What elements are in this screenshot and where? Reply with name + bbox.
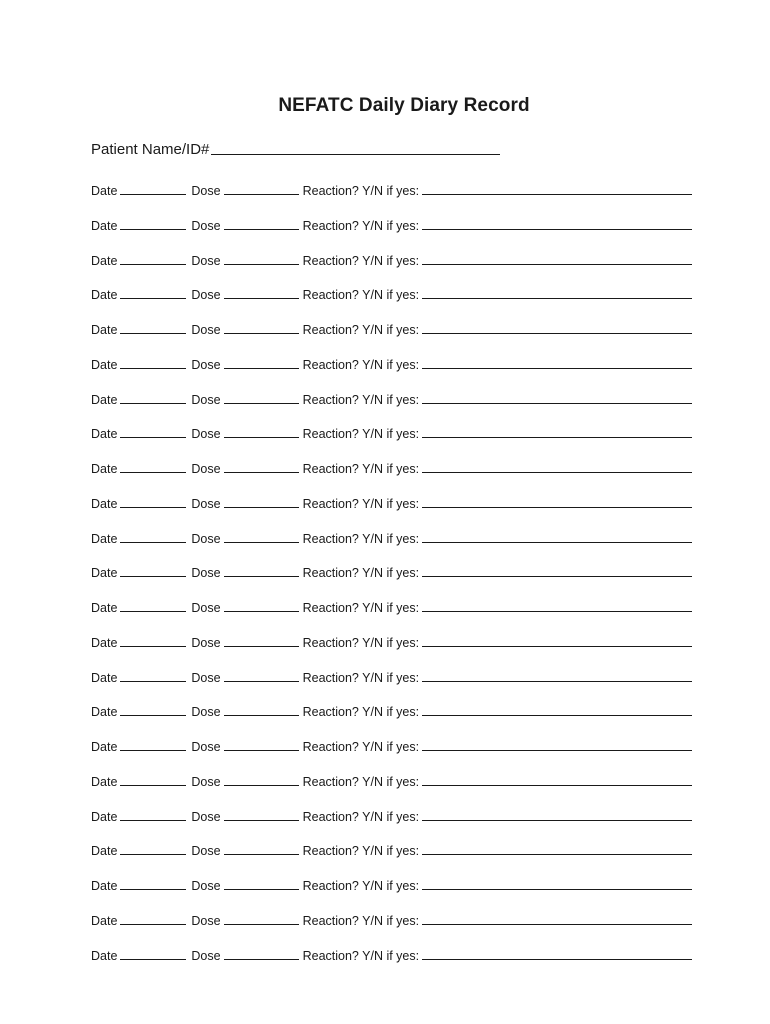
date-field[interactable] [120,958,186,960]
dose-label: Dose [191,566,221,581]
reaction-label: Reaction? Y/N if yes: [302,913,420,928]
reaction-details-field[interactable] [422,819,692,821]
diary-entry-row [91,630,721,650]
date-field[interactable] [120,402,186,404]
date-label: Date [91,253,118,268]
dose-label: Dose [191,462,221,476]
dose-field[interactable] [224,749,299,751]
dose-label: Dose [191,913,221,928]
reaction-details-field[interactable] [422,506,692,508]
date-field[interactable] [120,819,186,821]
date-field[interactable] [120,541,186,543]
date-label: Date [91,670,118,685]
diary-entry-row [91,317,721,337]
dose-field[interactable] [224,853,299,855]
dose-label: Dose [191,496,221,511]
page-title: NEFATC Daily Diary Record [278,95,530,116]
reaction-details-field[interactable] [422,367,692,369]
reaction-details-field[interactable] [422,575,692,577]
dose-field[interactable] [224,367,299,369]
date-field[interactable] [120,784,186,786]
date-field[interactable] [120,193,186,195]
diary-entry-row [91,282,721,302]
dose-label: Dose [191,323,221,337]
diary-entry-row [91,213,721,233]
reaction-label: Reaction? Y/N if yes: [302,323,420,337]
dose-label: Dose [191,288,221,303]
date-label: Date [91,323,118,337]
reaction-label: Reaction? Y/N if yes: [302,566,420,581]
reaction-label: Reaction? Y/N if yes: [302,496,420,511]
date-label: Date [91,601,118,615]
reaction-label: Reaction? Y/N if yes: [302,705,420,720]
dose-field[interactable] [224,541,299,543]
dose-label: Dose [191,392,221,407]
diary-entry-row [91,699,721,719]
reaction-label: Reaction? Y/N if yes: [302,288,420,303]
reaction-details-field[interactable] [422,471,692,473]
reaction-label: Reaction? Y/N if yes: [302,184,420,198]
dose-label: Dose [191,705,221,720]
reaction-details-field[interactable] [422,888,692,890]
reaction-details-field[interactable] [422,228,692,230]
diary-entry-row [91,734,721,754]
dose-label: Dose [191,218,221,233]
dose-label: Dose [191,357,221,372]
diary-entry-row [91,665,721,685]
dose-field[interactable] [224,228,299,230]
dose-field[interactable] [224,958,299,960]
reaction-label: Reaction? Y/N if yes: [302,601,420,615]
reaction-label: Reaction? Y/N if yes: [302,809,420,824]
dose-label: Dose [191,601,221,615]
date-field[interactable] [120,367,186,369]
dose-field[interactable] [224,297,299,299]
dose-field[interactable] [224,610,299,612]
dose-field[interactable] [224,402,299,404]
reaction-details-field[interactable] [422,784,692,786]
date-field[interactable] [120,297,186,299]
date-field[interactable] [120,263,186,265]
reaction-details-field[interactable] [422,923,692,925]
date-label: Date [91,705,118,720]
dose-field[interactable] [224,645,299,647]
reaction-details-field[interactable] [422,193,692,195]
date-label: Date [91,844,118,859]
date-label: Date [91,531,118,546]
dose-label: Dose [191,774,221,789]
date-field[interactable] [120,575,186,577]
dose-field[interactable] [224,888,299,890]
dose-label: Dose [191,253,221,268]
date-label: Date [91,948,118,963]
diary-entry-row [91,248,721,268]
dose-field[interactable] [224,193,299,195]
date-label: Date [91,357,118,372]
reaction-details-field[interactable] [422,610,692,612]
diary-entry-row [91,560,721,580]
date-field[interactable] [120,888,186,890]
dose-label: Dose [191,740,221,754]
reaction-label: Reaction? Y/N if yes: [302,774,420,789]
date-field[interactable] [120,645,186,647]
reaction-details-field[interactable] [422,958,692,960]
dose-field[interactable] [224,263,299,265]
reaction-details-field[interactable] [422,853,692,855]
diary-entry-row [91,838,721,858]
date-label: Date [91,774,118,789]
date-label: Date [91,496,118,511]
dose-field[interactable] [224,436,299,438]
reaction-label: Reaction? Y/N if yes: [302,948,420,963]
reaction-details-field[interactable] [422,680,692,682]
reaction-label: Reaction? Y/N if yes: [302,462,420,476]
date-field[interactable] [120,714,186,716]
date-label: Date [91,184,118,198]
date-label: Date [91,462,118,476]
reaction-details-field[interactable] [422,332,692,334]
diary-entry-row [91,804,721,824]
dose-field[interactable] [224,506,299,508]
dose-label: Dose [191,844,221,859]
reaction-details-field[interactable] [422,749,692,751]
dose-label: Dose [191,948,221,963]
dose-label: Dose [191,635,221,650]
reaction-label: Reaction? Y/N if yes: [302,740,420,754]
diary-entry-row [91,908,721,928]
dose-label: Dose [191,879,221,893]
reaction-details-field[interactable] [422,645,692,647]
reaction-label: Reaction? Y/N if yes: [302,844,420,859]
reaction-details-field[interactable] [422,297,692,299]
dose-label: Dose [191,531,221,546]
diary-entry-row [91,769,721,789]
date-field[interactable] [120,680,186,682]
reaction-label: Reaction? Y/N if yes: [302,253,420,268]
date-label: Date [91,740,118,754]
diary-entry-row [91,178,721,198]
date-label: Date [91,566,118,581]
date-field[interactable] [120,332,186,334]
date-label: Date [91,288,118,303]
diary-entry-row [91,352,721,372]
patient-name-field[interactable] [211,153,500,155]
dose-field[interactable] [224,819,299,821]
diary-entry-row [91,491,721,511]
reaction-details-field[interactable] [422,402,692,404]
diary-entry-row [91,387,721,407]
diary-entry-row [91,595,721,615]
reaction-label: Reaction? Y/N if yes: [302,427,420,442]
patient-name-label: Patient Name/ID# [91,141,210,158]
reaction-label: Reaction? Y/N if yes: [302,357,420,372]
dose-field[interactable] [224,332,299,334]
dose-label: Dose [191,184,221,198]
patient-name-line [91,141,500,158]
dose-label: Dose [191,670,221,685]
reaction-details-field[interactable] [422,714,692,716]
dose-field[interactable] [224,680,299,682]
date-label: Date [91,218,118,233]
date-field[interactable] [120,923,186,925]
reaction-label: Reaction? Y/N if yes: [302,635,420,650]
reaction-details-field[interactable] [422,436,692,438]
diary-entry-row [91,456,721,476]
date-label: Date [91,809,118,824]
date-field[interactable] [120,436,186,438]
reaction-label: Reaction? Y/N if yes: [302,531,420,546]
reaction-details-field[interactable] [422,263,692,265]
date-label: Date [91,635,118,650]
date-field[interactable] [120,506,186,508]
reaction-label: Reaction? Y/N if yes: [302,218,420,233]
date-field[interactable] [120,471,186,473]
reaction-label: Reaction? Y/N if yes: [302,670,420,685]
dose-field[interactable] [224,714,299,716]
dose-field[interactable] [224,471,299,473]
diary-entry-row [91,873,721,893]
dose-label: Dose [191,809,221,824]
diary-entry-row [91,526,721,546]
reaction-label: Reaction? Y/N if yes: [302,392,420,407]
date-field[interactable] [120,853,186,855]
dose-field[interactable] [224,923,299,925]
date-label: Date [91,392,118,407]
dose-field[interactable] [224,575,299,577]
reaction-label: Reaction? Y/N if yes: [302,879,420,893]
diary-entry-row [91,421,721,441]
dose-field[interactable] [224,784,299,786]
date-label: Date [91,427,118,442]
date-label: Date [91,913,118,928]
date-field[interactable] [120,749,186,751]
reaction-details-field[interactable] [422,541,692,543]
dose-label: Dose [191,427,221,442]
date-label: Date [91,879,118,893]
date-field[interactable] [120,228,186,230]
diary-entry-row [91,943,721,963]
date-field[interactable] [120,610,186,612]
